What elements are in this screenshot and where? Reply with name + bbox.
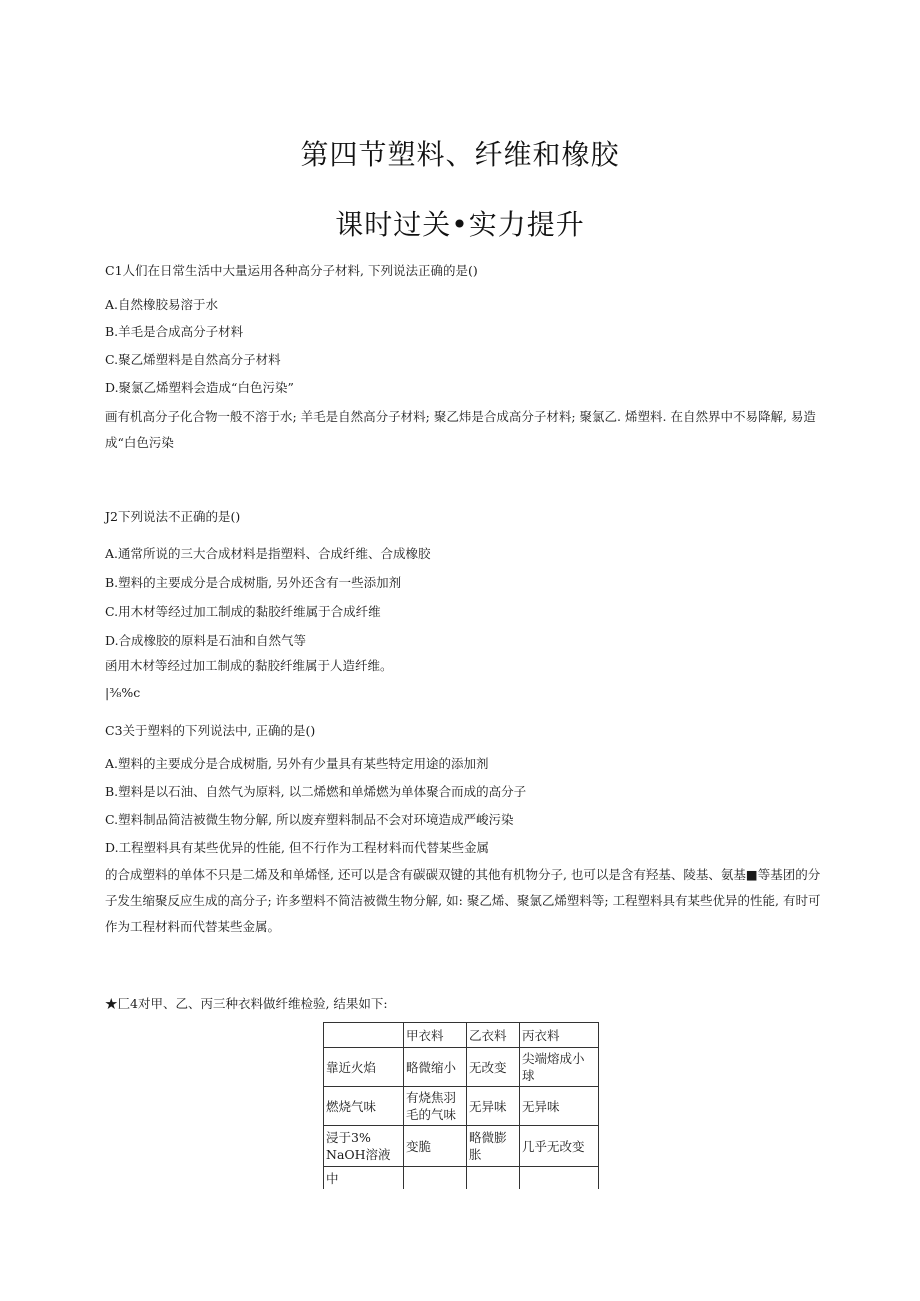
question-1-option-d: D.聚氯乙烯塑料会造成“白色污染” [105, 380, 294, 395]
question-1-option-b: B.羊毛是合成高分子材料 [105, 324, 244, 339]
table-cell: 燃烧气味 [324, 1087, 404, 1126]
fiber-test-table [323, 1022, 599, 1189]
table-cell: 略微膨胀 [467, 1126, 520, 1167]
table-cell: 尖端熔成小球 [520, 1048, 599, 1087]
question-1-option-a: A.自然橡胶易溶于水 [105, 297, 219, 312]
question-3-option-a: A.塑料的主要成分是合成树脂, 另外有少量具有某些特定用途的添加剂 [105, 756, 489, 771]
table-row [324, 1087, 599, 1126]
question-2-option-d: D.合成橡胶的原料是石油和自然气等 [105, 633, 307, 648]
table-cell: 有烧焦羽毛的气味 [404, 1087, 467, 1126]
page-title: 第四节塑料、纤维和橡胶 [300, 138, 620, 171]
table-row [324, 1167, 599, 1190]
table-header-row [324, 1023, 599, 1048]
question-2-option-b: B.塑料的主要成分是合成树脂, 另外还含有一些添加剂 [105, 575, 402, 590]
table-cell: 无异味 [520, 1087, 599, 1126]
table-cell: 略微缩小 [404, 1048, 467, 1087]
table-cell [520, 1167, 599, 1190]
table-cell: 乙衣料 [467, 1023, 520, 1048]
question-2-mark: |⅜%c [105, 685, 141, 700]
table-cell [324, 1023, 404, 1048]
question-3-option-b: B.塑料是以石油、自然气为原料, 以二烯燃和单烯燃为单体聚合而成的高分子 [105, 784, 527, 799]
table-row [324, 1126, 599, 1167]
table-cell: 靠近火焰 [324, 1048, 404, 1087]
question-3-option-c: C.塑料制品简洁被微生物分解, 所以废弃塑料制品不会对环境造成严峻污染 [105, 812, 514, 827]
table-cell: 浸于3% NaOH溶液 [324, 1126, 404, 1167]
question-2-answer: 函用木材等经过加工制成的黏胶纤维属于人造纤维。 [105, 658, 393, 673]
question-4-stem: ★匚4对甲、乙、丙三种衣料做纤维检验, 结果如下: [105, 996, 388, 1011]
page-subtitle: 课时过关•实力提升 [335, 208, 585, 241]
table-cell: 变脆 [404, 1126, 467, 1167]
table-cell: 甲衣料 [404, 1023, 467, 1048]
table-cell [467, 1167, 520, 1190]
question-3-answer: 的合成塑料的单体不只是二烯及和单烯怪, 还可以是含有碳碳双键的其他有机物分子, 也可以是含有羟基、陵基、氨基■等基团的分子发生缩聚反应生成的高分子; 许多塑料不简洁被微生物分解, 如: 聚乙烯、聚氯乙烯塑料等; 工程塑料具有某些优异的性能, 有时可作为工程材料而代替某些金属。 [105, 867, 821, 934]
question-1-answer: 画有机高分子化合物一般不溶于水; 羊毛是自然高分子材料; 聚乙炜是合成高分子材料; 聚氯乙. 烯塑料. 在自然界中不易降解, 易造成“白色污染 [105, 409, 816, 450]
question-1-option-c: C.聚乙烯塑料是自然高分子材料 [105, 352, 281, 367]
table-cell: 中 [324, 1167, 404, 1190]
table-cell: 丙衣料 [520, 1023, 599, 1048]
table-row [324, 1048, 599, 1087]
question-2-stem: J2下列说法不正确的是() [105, 509, 241, 524]
table-cell: 无改变 [467, 1048, 520, 1087]
question-3-stem: C3关于塑料的下列说法中, 正确的是() [105, 723, 316, 738]
table-cell: 几乎无改变 [520, 1126, 599, 1167]
question-1-stem: C1人们在日常生活中大量运用各种高分子材料, 下列说法正确的是() [105, 263, 478, 278]
table-cell [404, 1167, 467, 1190]
question-3-option-d: D.工程塑料具有某些优异的性能, 但不行作为工程材料而代替某些金属 [105, 840, 489, 855]
question-2-option-c: C.用木材等经过加工制成的黏胶纤维属于合成纤维 [105, 604, 381, 619]
question-2-option-a: A.通常所说的三大合成材料是指塑料、合成纤维、合成橡胶 [105, 546, 431, 561]
table-cell: 无异味 [467, 1087, 520, 1126]
